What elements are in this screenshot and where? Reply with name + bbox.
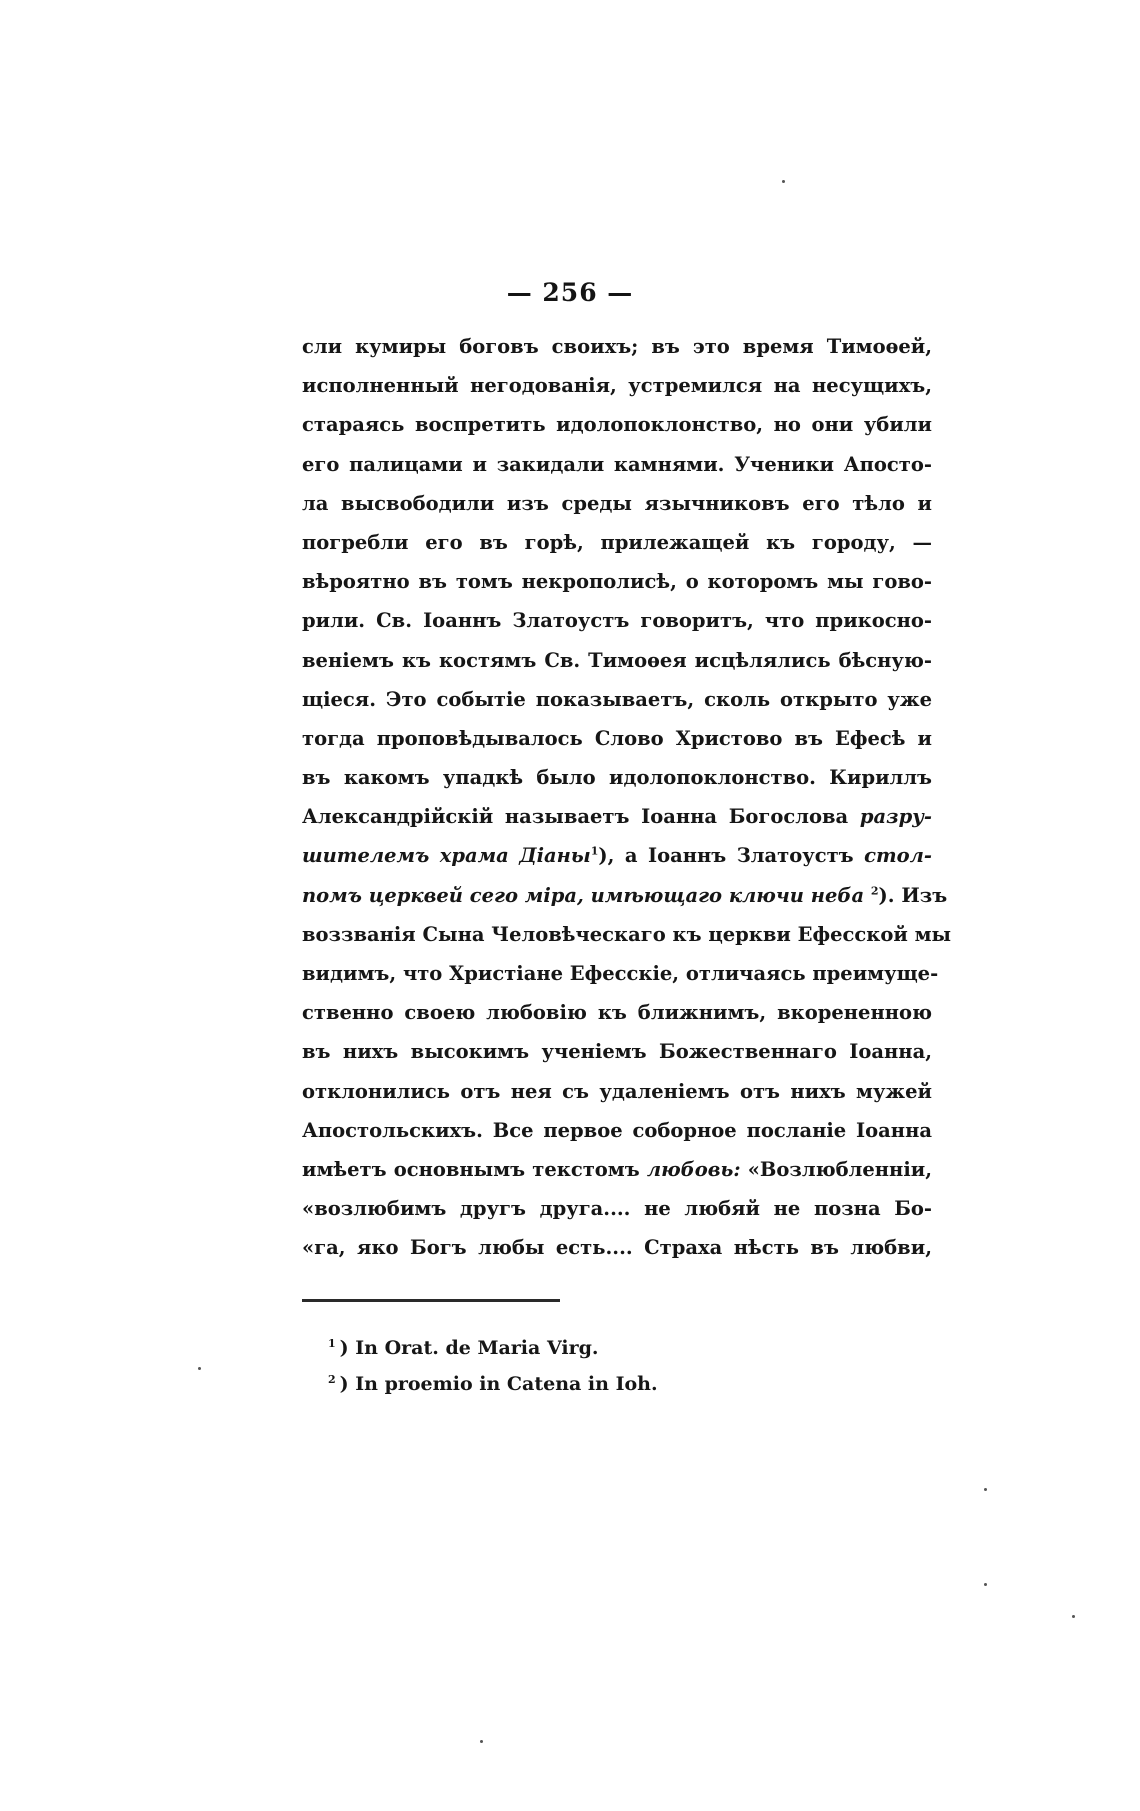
text-line <box>302 797 932 836</box>
text-segment: шителемъ храма Діаны <box>302 844 591 868</box>
text-segment: стол- <box>864 844 932 868</box>
footnote-ref: 2 <box>870 884 879 898</box>
footnote <box>328 1330 658 1366</box>
footnote <box>328 1366 658 1402</box>
text-line: ственно своею любовію къ ближнимъ, вкорененною <box>302 1001 932 1025</box>
text-segment: «Возлюбленніи, <box>740 1157 932 1181</box>
text-line: въ какомъ упадкѣ было идолопоклонство. Кириллъ <box>302 766 932 790</box>
text-line: въ нихъ высокимъ ученіемъ Божественнаго Іоанна, <box>302 1040 932 1064</box>
text-segment: помъ церквей сего міра, имѣющаго ключи неба <box>302 883 865 907</box>
text-line: Апостольскихъ. Все первое соборное посланіе Іоанна <box>302 1118 932 1142</box>
scan-speck <box>782 180 785 183</box>
text-line: отклонились отъ нея съ удаленіемъ отъ нихъ мужей <box>302 1079 932 1103</box>
page-number: — 256 — <box>506 278 634 307</box>
scan-speck <box>1072 1615 1075 1618</box>
text-line: видимъ, что Христіане Ефесскіе, отличаясь преимуще- <box>302 962 939 985</box>
text-line: веніемъ къ костямъ Св. Тимоѳея исцѣлялись бѣсную- <box>302 648 932 672</box>
text-line <box>302 1150 932 1189</box>
text-line: тогда проповѣдывалось Слово Христово въ Ефесѣ и <box>302 726 932 750</box>
body-text <box>302 327 952 1268</box>
text-segment: разру- <box>859 805 932 829</box>
text-segment: ), а Іоаннъ Златоустъ <box>598 844 865 868</box>
text-segment: Александрійскій называетъ Іоанна Богослова <box>302 805 860 829</box>
footnote-rule <box>302 1299 560 1302</box>
text-line: сли кумиры боговъ своихъ; въ это время Тимоѳей, <box>302 335 932 358</box>
text-line: рили. Св. Іоаннъ Златоустъ говоритъ, что прикосно- <box>302 609 932 633</box>
text-line: щіеся. Это событіе показываетъ, сколь открыто уже <box>302 687 932 711</box>
text-line <box>302 876 948 915</box>
footnote-ref: 1 <box>590 844 599 858</box>
text-line: погребли его въ горѣ, прилежащей къ городу, — <box>302 530 932 554</box>
footnotes <box>328 1330 658 1402</box>
text-segment: ). Изъ <box>878 883 948 907</box>
text-line: «га, яко Богъ любы есть.... Страха нѣсть въ любви, <box>302 1236 932 1260</box>
text-line: воззванія Сына Человѣческаго къ церкви Ефесской мы <box>302 922 952 946</box>
text-line <box>302 836 932 875</box>
scan-speck <box>984 1583 987 1586</box>
text-line: «возлюбимъ другъ друга.... не любяй не позна Бо- <box>302 1197 932 1221</box>
text-segment: любовь: <box>646 1157 741 1181</box>
scan-speck <box>198 1367 201 1370</box>
footnote-text: ) In Orat. de Maria Virg. <box>339 1337 599 1359</box>
footnote-text: ) In proemio in Catena in Ioh. <box>339 1373 658 1395</box>
text-segment: имѣетъ основнымъ текстомъ <box>302 1157 647 1181</box>
footnote-mark: 2 <box>328 1372 336 1386</box>
text-line: ла высвободили изъ среды язычниковъ его тѣло и <box>302 491 932 515</box>
scan-speck <box>984 1488 987 1491</box>
scan-speck <box>480 1740 483 1743</box>
text-line: исполненный негодованія, устремился на несущихъ, <box>302 374 932 398</box>
text-segment <box>864 884 871 907</box>
footnote-mark: 1 <box>328 1336 336 1350</box>
text-line: вѣроятно въ томъ некрополисѣ, о которомъ мы гово- <box>302 570 932 594</box>
text-line: стараясь воспретить идолопоклонство, но они убили <box>302 413 932 437</box>
text-line: его палицами и закидали камнями. Ученики Апосто- <box>302 452 932 476</box>
